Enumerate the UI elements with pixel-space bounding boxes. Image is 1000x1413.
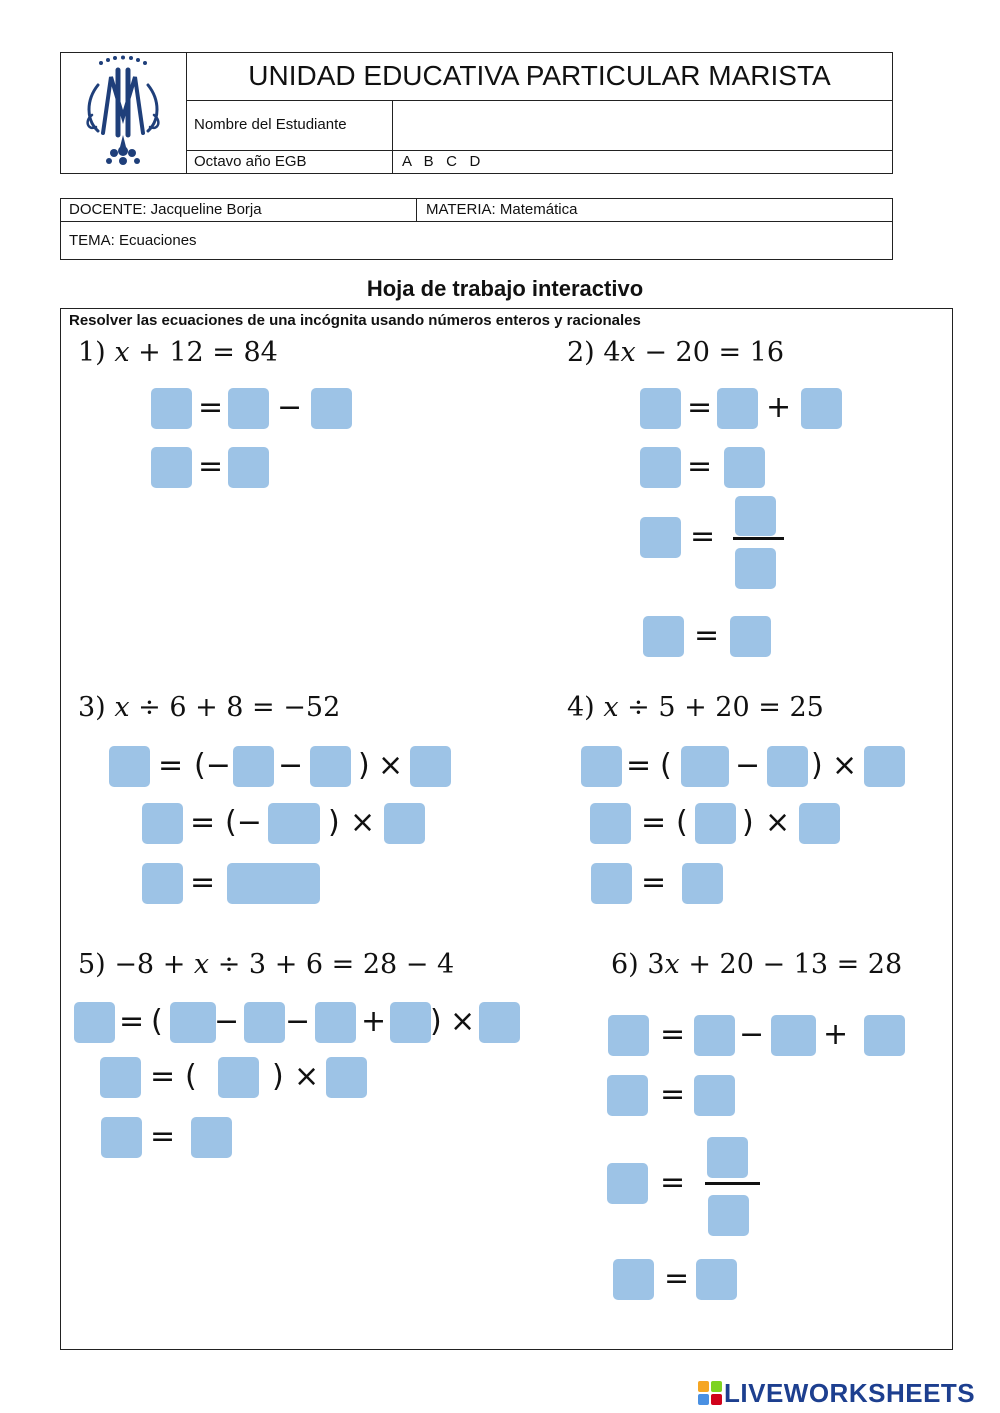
p3-close-paren-1: ) xyxy=(358,748,370,783)
p5-answer-box-7[interactable] xyxy=(100,1057,141,1098)
p5-open-paren-1: ( xyxy=(151,1004,163,1039)
p6-answer-box-5[interactable] xyxy=(607,1075,648,1116)
p3-equals-1: = xyxy=(158,748,184,783)
student-name-field[interactable] xyxy=(392,100,893,151)
p6-answer-box-8[interactable] xyxy=(613,1259,654,1300)
p4-open-paren-2: ( xyxy=(676,805,688,840)
teacher-label: DOCENTE: Jacqueline Borja xyxy=(69,201,262,218)
p2-denominator-box[interactable] xyxy=(735,548,776,589)
p3-answer-box-1[interactable] xyxy=(109,746,150,787)
p3-answer-box-7[interactable] xyxy=(384,803,425,844)
p2-answer-box-4[interactable] xyxy=(640,447,681,488)
p4-close-paren-2: ) xyxy=(742,805,754,840)
p1-equals-1: = xyxy=(198,390,224,425)
p1-answer-box-1[interactable] xyxy=(151,388,192,429)
p3-equals-2: = xyxy=(190,805,216,840)
p5-answer-box-11[interactable] xyxy=(191,1117,232,1158)
p1-answer-box-5[interactable] xyxy=(228,447,269,488)
p4-close-paren-1: ) xyxy=(811,748,823,783)
p3-minus-1: − xyxy=(278,748,304,783)
p1-answer-box-3[interactable] xyxy=(311,388,352,429)
p1-equals-2: = xyxy=(198,449,224,484)
p3-answer-box-8[interactable] xyxy=(142,863,183,904)
p5-equals-1: = xyxy=(119,1004,145,1039)
p2-answer-box-8[interactable] xyxy=(730,616,771,657)
problem-3-equation: 3) x ÷ 6 + 8 = −52 xyxy=(78,692,341,723)
p4-equals-3: = xyxy=(641,865,667,900)
p2-answer-box-2[interactable] xyxy=(717,388,758,429)
p3-answer-box-6[interactable] xyxy=(268,803,320,844)
p6-answer-box-9[interactable] xyxy=(696,1259,737,1300)
p5-answer-box-10[interactable] xyxy=(101,1117,142,1158)
p6-minus-1: − xyxy=(739,1017,765,1052)
p5-times-1: × xyxy=(450,1004,476,1039)
p4-answer-box-2[interactable] xyxy=(681,746,729,787)
p2-answer-box-7[interactable] xyxy=(643,616,684,657)
p4-minus-1: − xyxy=(735,748,761,783)
p5-answer-box-6[interactable] xyxy=(479,1002,520,1043)
p1-answer-box-4[interactable] xyxy=(151,447,192,488)
p6-equals-4: = xyxy=(664,1261,690,1296)
p2-equals-3: = xyxy=(690,519,716,554)
p6-equals-2: = xyxy=(660,1077,686,1112)
p6-answer-box-2[interactable] xyxy=(694,1015,735,1056)
p3-open-neg-1: (− xyxy=(194,748,231,783)
p5-answer-box-9[interactable] xyxy=(326,1057,367,1098)
p6-equals-3: = xyxy=(660,1165,686,1200)
p4-answer-box-3[interactable] xyxy=(767,746,808,787)
p5-answer-box-3[interactable] xyxy=(244,1002,285,1043)
p2-answer-box-5[interactable] xyxy=(724,447,765,488)
p5-answer-box-4[interactable] xyxy=(315,1002,356,1043)
p6-answer-box-3[interactable] xyxy=(771,1015,816,1056)
p3-times-1: × xyxy=(378,748,404,783)
p3-answer-box-3[interactable] xyxy=(310,746,351,787)
topic-label: TEMA: Ecuaciones xyxy=(69,232,197,249)
p6-answer-box-6[interactable] xyxy=(694,1075,735,1116)
p6-equals-1: = xyxy=(660,1017,686,1052)
p3-answer-box-9[interactable] xyxy=(227,863,320,904)
school-name: UNIDAD EDUCATIVA PARTICULAR MARISTA xyxy=(248,60,831,91)
p5-times-2: × xyxy=(294,1059,320,1094)
sections-label: A B C D xyxy=(402,153,481,170)
problem-6-equation: 6) 3x + 20 − 13 = 28 xyxy=(611,949,903,980)
p4-answer-box-6[interactable] xyxy=(695,803,736,844)
p5-answer-box-1[interactable] xyxy=(74,1002,115,1043)
problem-2-equation: 2) 4x − 20 = 16 xyxy=(567,337,785,368)
p2-answer-box-3[interactable] xyxy=(801,388,842,429)
liveworksheets-logo-icon xyxy=(698,1381,722,1405)
p2-equals-4: = xyxy=(694,618,720,653)
p5-answer-box-5[interactable] xyxy=(390,1002,431,1043)
p3-close-paren-2: ) xyxy=(328,805,340,840)
p4-open-paren-1: ( xyxy=(660,748,672,783)
grade-label: Octavo año EGB xyxy=(194,153,307,170)
p5-minus-2: − xyxy=(285,1004,311,1039)
p2-equals-1: = xyxy=(687,390,713,425)
p3-open-neg-2: (− xyxy=(225,805,262,840)
p5-equals-3: = xyxy=(150,1119,176,1154)
p1-minus-1: − xyxy=(277,390,303,425)
liveworksheets-brand: LIVEWORKSHEETS xyxy=(724,1378,976,1408)
p3-answer-box-4[interactable] xyxy=(410,746,451,787)
instruction: Resolver las ecuaciones de una incógnita usando números enteros y racionales xyxy=(69,312,641,329)
p5-equals-2: = xyxy=(150,1059,176,1094)
p4-answer-box-9[interactable] xyxy=(682,863,723,904)
p2-answer-box-1[interactable] xyxy=(640,388,681,429)
p5-close-paren-2: ) xyxy=(272,1059,284,1094)
p6-answer-box-7[interactable] xyxy=(607,1163,648,1204)
p4-answer-box-1[interactable] xyxy=(581,746,622,787)
worksheet-title: Hoja de trabajo interactivo xyxy=(366,276,644,301)
p2-plus-1: + xyxy=(766,390,792,425)
p2-answer-box-6[interactable] xyxy=(640,517,681,558)
problem-1-equation: 1) x + 12 = 84 xyxy=(78,337,278,368)
p6-answer-box-4[interactable] xyxy=(864,1015,905,1056)
p6-answer-box-1[interactable] xyxy=(608,1015,649,1056)
p5-open-paren-2: ( xyxy=(185,1059,197,1094)
p4-answer-box-7[interactable] xyxy=(799,803,840,844)
p5-plus-1: + xyxy=(361,1004,387,1039)
p5-answer-box-2[interactable] xyxy=(170,1002,216,1043)
p2-numerator-box[interactable] xyxy=(735,496,776,536)
p3-times-2: × xyxy=(350,805,376,840)
p5-answer-box-8[interactable] xyxy=(218,1057,259,1098)
p4-answer-box-8[interactable] xyxy=(591,863,632,904)
p3-equals-3: = xyxy=(190,865,216,900)
p4-equals-2: = xyxy=(641,805,667,840)
p5-close-paren-1: ) xyxy=(430,1004,442,1039)
p3-answer-box-2[interactable] xyxy=(233,746,274,787)
p3-answer-box-5[interactable] xyxy=(142,803,183,844)
p6-plus-1: + xyxy=(823,1017,849,1052)
student-name-label: Nombre del Estudiante xyxy=(194,116,347,133)
problem-5-equation: 5) −8 + x ÷ 3 + 6 = 28 − 4 xyxy=(78,949,455,980)
subject-label: MATERIA: Matemática xyxy=(426,201,578,218)
marist-logo-icon xyxy=(78,55,168,170)
p6-numerator-box[interactable] xyxy=(707,1137,748,1178)
p1-answer-box-2[interactable] xyxy=(228,388,269,429)
problem-4-equation: 4) x ÷ 5 + 20 = 25 xyxy=(567,692,824,723)
p4-times-2: × xyxy=(765,805,791,840)
p5-minus-1: − xyxy=(214,1004,240,1039)
p2-equals-2: = xyxy=(687,449,713,484)
p4-answer-box-4[interactable] xyxy=(864,746,905,787)
p4-equals-1: = xyxy=(626,748,652,783)
p6-denominator-box[interactable] xyxy=(708,1195,749,1236)
p4-times-1: × xyxy=(832,748,858,783)
p4-answer-box-5[interactable] xyxy=(590,803,631,844)
p6-fraction-bar xyxy=(705,1182,760,1185)
p2-fraction-bar xyxy=(733,537,784,540)
